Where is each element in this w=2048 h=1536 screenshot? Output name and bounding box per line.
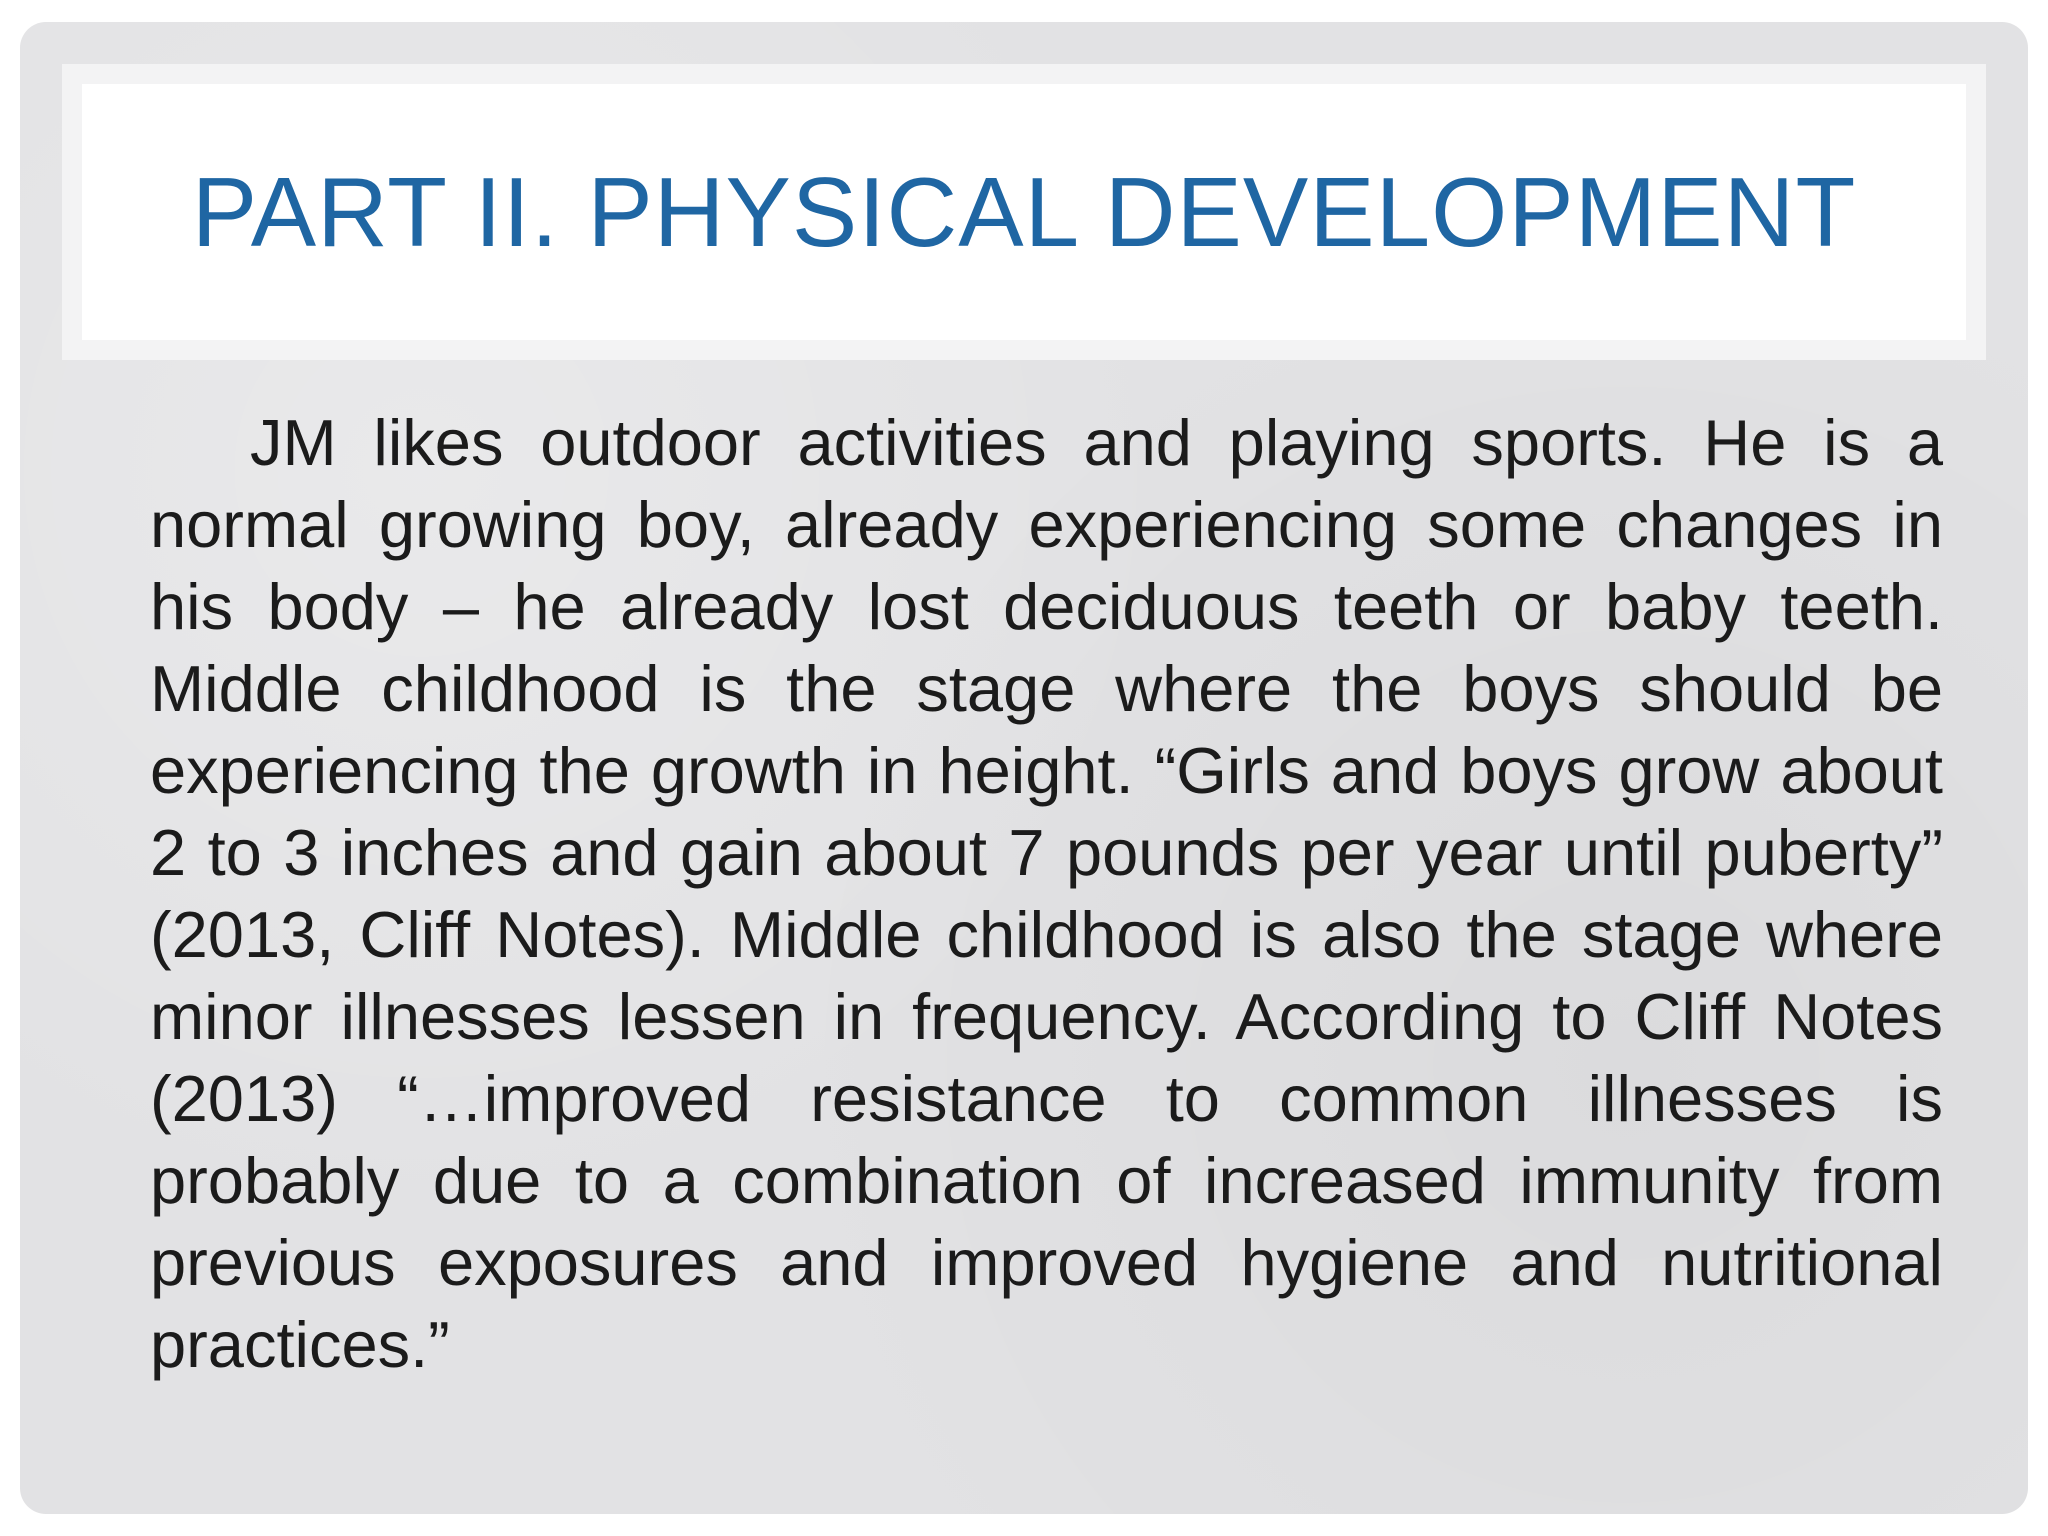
body-paragraph: JM likes outdoor activities and playing sports. He is a normal growing boy, already experiencing some changes in his body – he already lost deciduous teeth or baby teeth. Middle childhood is the stage where the boys should be experiencing the growth in height. “Girls and boys grow about 2 to 3 inches and gain about 7 pounds per year until puberty” (2013, Cliff Notes). Middle childhood is also the stage where minor illnesses lessen in frequency. According to Cliff Notes (2013) “…improved resistance to common illnesses is probably due to a combination of increased immunity from previous exposures and improved hygiene and nutritional practices.” <box>150 406 1943 1381</box>
slide <box>20 22 2028 1514</box>
title-box <box>82 84 1966 340</box>
title-band <box>62 64 1986 360</box>
slide-title: PART II. PHYSICAL DEVELOPMENT <box>191 156 1857 267</box>
